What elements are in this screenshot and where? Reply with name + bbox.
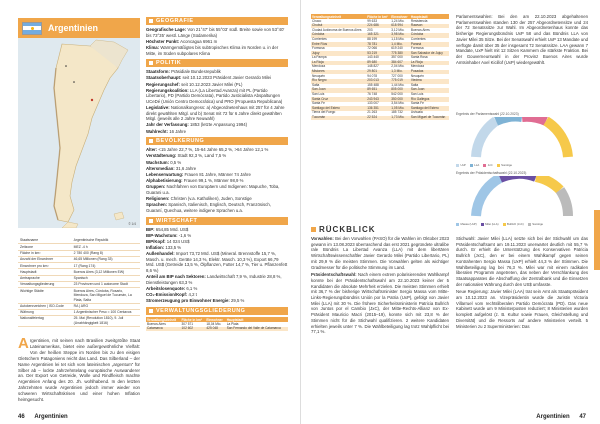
argentina-map-icon: [18, 38, 140, 228]
country-header: [18, 18, 140, 38]
admin-table: [311, 14, 449, 120]
table-cell: Salta: [312, 82, 320, 87]
section-verwaltung-head: VERWALTUNGSGLIEDERUNG: [146, 307, 288, 315]
section-line: Wachstum: 0,5 %: [146, 159, 182, 165]
table-row: [146, 327, 288, 332]
table-cell: Mendoza: [312, 64, 326, 69]
table-cell: Corrientes: [312, 36, 327, 41]
table-cell: 29 801: [366, 70, 390, 75]
table-cell: 350 000: [390, 97, 410, 102]
section-line: Religionen: Christen (v.a. Katholiken), Juden, Sonstige: [146, 196, 252, 202]
legend-swatch: [528, 223, 531, 226]
chart1-legend: [456, 164, 588, 168]
section-line: Klima: Warmgemäßigtes bis subtropisches Klima im Norden u. in der Mitte, im Süden subpolares Klima: [146, 44, 279, 56]
table-cell: Ciudad Autónoma de Buenos Aires: [312, 27, 362, 32]
table-cell: 88 199: [367, 36, 377, 41]
section-line: Staatsoberhaupt: seit 10.12.2023 Präsident Javier Gerardo Milei: [146, 75, 271, 81]
facts-column: [146, 14, 288, 331]
table-cell: Mendoza: [410, 64, 425, 69]
country-title: Argentinien: [48, 23, 99, 33]
section-line: Anteil am BIP nach Sektoren: Landwirtschaft 7,9 %, Industrie 28,8 %, Dienstleistungen 63,3 %: [146, 274, 282, 285]
section-line: Alter: <15 Jahre 22,7 %, 15-64 Jahre 65,2 %, >64 Jahre 12,1 %: [146, 147, 269, 153]
section-line: Verstädterung: Stadt 92,3 %, Land 7,5 %: [146, 153, 227, 159]
table-header-cell: Einwohner: [390, 14, 410, 19]
country-map: [18, 38, 140, 228]
table-cell: 384 607: [390, 61, 410, 66]
table-cell: 1,73 Mio.: [390, 116, 410, 121]
table-cell: 2,04 Mio.: [391, 64, 405, 69]
table-cell: 21 263: [367, 110, 377, 115]
table-cell: 78 781: [366, 42, 390, 47]
legend-item: Sonstige: [528, 223, 543, 227]
table-cell: 1,05 Mio.: [390, 106, 410, 111]
fact-key: Autokennzeichen | ISO-Code: [18, 303, 72, 309]
section-line: Staatsform: Präsidiale Bundesrepublik: [146, 69, 221, 75]
legend-item: Milei (LLA): [481, 223, 499, 227]
table-cell: 1,4 Mio.: [390, 42, 410, 47]
table-cell: Río Gallegos: [410, 97, 449, 102]
table-cell: Santiago del Estero: [311, 106, 366, 111]
table-cell: 185 732: [391, 110, 403, 115]
fact-key: Wichtige Städte: [18, 288, 72, 303]
table-cell: 53 219: [366, 51, 390, 56]
legend-swatch: [483, 164, 486, 167]
page-edge-marker: [594, 210, 600, 270]
table-cell: 89 680: [366, 61, 390, 66]
dropcap: A: [18, 338, 29, 352]
section-line: BIP: 654,85 Mrd. US$: [146, 226, 189, 232]
fact-value: MEZ -4 h: [72, 244, 140, 250]
section-line: Altersmedian: 31,6 Jahre: [146, 165, 197, 171]
admin-table-top: [146, 317, 288, 331]
charts: [456, 112, 588, 232]
table-cell: 143 440: [367, 55, 379, 60]
section-line: Stromerzeugung pro Einwohner Energie: 29,5 %: [146, 298, 245, 304]
table-header-cell: Verwaltungseinheit: [146, 317, 181, 322]
table-cell: 1,3 Mio.: [390, 70, 410, 75]
table-cell: Corrientes: [410, 36, 426, 41]
table-header-cell: Hauptstadt: [226, 317, 288, 322]
table-cell: Chubut: [311, 24, 366, 29]
argentina-flag-icon: [22, 22, 42, 35]
table-cell: La Rioja: [311, 61, 366, 66]
review-column: [311, 225, 449, 337]
table-header-cell: Fläche in km²: [366, 14, 390, 19]
parliament-text: Parlamentswahlen: Bei den am 22.10.2023 abgehaltenen Parlamentswahlen standen 130 der 257 Abgeordnetensitze und 24 der 72 Senatssitze zur Wahl. Im Abgeordnetenhaus konnte das bisherige Regierungsbündnis UxP 58 und das Bündnis LLA von Javier Milei 35 Sitze. Bei der Senatswahl erhielt UxP 13 Mandate und verfügte damit über 35 der insgesamt 72 Senatssitze. LAA gewann 7 Mandate, UxP hielt mit 12 Sitzen Kammern die stärkste Fraktion. Bei der Gouverneurswahl in der Provinz Buenos Aires wurde Amtsinhaber Axel Kicillof (UxP) wiedergewählt.: [456, 14, 588, 65]
table-cell: Misiones: [311, 70, 366, 75]
table-cell: 307 571: [181, 321, 194, 326]
review-paragraph: Vorwahlen: Bei den Vorwahlen (PASO) für die Wahlen im Oktober 2023 gewann im 13.08.2023 überraschend das erst 2021 gegründete ultralibe rale Bündnis La Libertad Avanza (LLA) mit dem libertären Wirtschaftswissenschaftler Javier Gerardo Milei (Partido Libertario, PL) mit 29,9 % die meisten Stimmen. Die Vorwahlen gelten als wichtiger Gradmesser für die politische Stimmung im Land.: [311, 236, 449, 270]
legend-swatch: [470, 164, 473, 167]
fact-value: Spanisch: [72, 275, 140, 281]
fact-key: Staatsname: [18, 238, 72, 244]
table-cell: 89 651: [366, 88, 390, 93]
fact-key: Nationalfeiertag: [18, 316, 72, 327]
fact-value: 25. Mai (Revolution 1810), 9. Juli (Unabhängigkeit 1816): [72, 316, 140, 327]
table-cell: 3,98 Mio.: [390, 33, 410, 38]
footer-title-left: Argentinien: [34, 414, 68, 420]
table-cell: Santa Cruz: [311, 97, 366, 102]
legend-item: Bullrich (JxC): [503, 223, 524, 227]
fact-row: [18, 316, 140, 327]
legend-swatch: [481, 223, 484, 226]
table-cell: Posadas: [410, 70, 449, 75]
fact-value: RA | ARG: [72, 303, 140, 309]
table-cell: San Luis: [410, 92, 424, 97]
table-header-cell: Verwaltungseinheit: [311, 14, 366, 19]
table-cell: Neuquén: [410, 73, 424, 78]
table-cell: 224 686: [366, 24, 390, 29]
section-line: Legislative: Nationalkongress: a) Abgeordnetenhaus mit 257 für 4 Jahre direkt gewählten Mitgl. und b) Senat mit 72 für 6 Jahre direkt gewählten Mitgl. (jeweils alle 2 Jahre Neuwahl): [146, 105, 285, 122]
table-cell: 1,15 Mio.: [391, 36, 405, 41]
table-cell: Jujuy: [311, 51, 366, 56]
table-cell: San Juan: [410, 88, 449, 93]
section-line: Jahr der Verfassung: 1853 (letzte Anpassung 1994): [146, 122, 248, 128]
table-cell: 243 943: [366, 97, 390, 102]
legend-swatch: [456, 223, 459, 226]
legend-swatch: [497, 164, 500, 167]
page-number-right: 47: [579, 414, 586, 420]
table-cell: Santa Fe: [312, 101, 325, 106]
table-cell: 425 048: [205, 327, 225, 332]
table-cell: 1,44 Mio.: [391, 82, 405, 87]
table-cell: Río Negro: [311, 79, 366, 84]
section-line: Lebenserwartung: Frauen 81 Jahre, Männer 74 Jahre: [146, 172, 251, 177]
table-header-cell: Hauptstadt: [410, 14, 449, 19]
table-cell: 542 000: [391, 92, 403, 97]
table-cell: 133 007: [367, 101, 379, 106]
table-cell: Córdoba: [410, 33, 449, 38]
table-cell: San Luis: [312, 92, 325, 97]
section-line: Gruppen: Nachfahren von Europäern und Indigenen: Mapuche, Toba, Guarani u.a.: [146, 184, 280, 195]
government-text: Neue Regierung: Javier Milei (LAA) trat sein Amt als Staatspräsident am 10.12.2023 an. Vizepräsidentin wurde die Juristin Victoria Villarruel vom rechtsliberalen Partido Demócrata (PD). Das neue Kabinett wurde um 9 Ministerposten reduziert; 8 Ministerien wurden komplett aufgelöst (z. B. Kultur sowie Frauen, Gleichstellung und Diversität) und die Ressorts auf andere Ministerien verteilt. 5 Ministerien zu 2 Superministerien: Das: [456, 289, 588, 329]
table-cell: 102 602: [181, 327, 206, 332]
table-cell: 618 994: [390, 24, 410, 29]
legend-item: LLA: [470, 164, 479, 168]
fact-key: Verwaltungsgliederung: [18, 281, 72, 287]
table-cell: Córdoba: [311, 33, 366, 38]
table-cell: San Salvador de Jujuy: [410, 51, 449, 56]
table-cell: 1,24 Mio.: [391, 18, 405, 23]
table-cell: Catamarca: [146, 327, 181, 332]
table-cell: 165 321: [366, 33, 390, 38]
footer-title-right: Argentinien: [536, 414, 570, 420]
table-cell: La Pampa: [312, 55, 327, 60]
facts-table: [18, 238, 140, 327]
section-line: Inflation: 133,5 %: [146, 245, 182, 251]
chart2-title: Ergebnis der Präsidentschaftswahl (22.10.2023): [456, 170, 527, 175]
parliament-chart: [456, 117, 588, 159]
fact-value: 2 780 400 (Rang 8): [72, 250, 140, 256]
section-line: CO₂-Emission/Kopf: 4,2 t: [146, 292, 197, 298]
table-cell: 155 488: [367, 82, 379, 87]
fact-key: Anzahl der Einwohner: [18, 256, 72, 262]
table-cell: 136 351: [366, 106, 390, 111]
legend-item: Sonstige: [497, 164, 512, 168]
fact-key: Zeitzone: [18, 244, 72, 250]
fact-key: Amtssprache: [18, 275, 72, 281]
section-line: Sprachen: Spanisch, Italienisch, Englisch, Deutsch, Französisch, Guaraní, Quechua, weitere indigene Sprachen u.a.: [146, 202, 271, 213]
column-three-b: [456, 236, 588, 329]
intro-text: Argentinien, mit seinen nach Brasilien zweitgrößte Staat Lateinamerikas, bietet eine außergewöhnliche Vielfalt: Von der heißen Steppe im Norden bis zu den eisigen Gletschern Patagoniens reicht das Land. Das Silberland – der Name Argentinien lei tet sich vom lateinischen „argentum“ für Silber ab – lockte Jahrzehntelang europäische Auswanderer an. Der Export von Getreide, Wolle und Rindfleisch machte Argentinien Anfang des 20. Jh. wohlhabend. In den letzten Jahrzehnten wurde Argentinien jedoch immer wieder von schweren Wirtschaftskrisen und einer hohen Inflation heimgesucht.: [18, 338, 140, 403]
table-cell: 18,04 Mio.: [206, 321, 222, 326]
table-cell: Buenos Aires: [147, 321, 166, 326]
table-row: [311, 116, 449, 121]
table-cell: La Rioja: [410, 61, 449, 66]
table-cell: San Juan: [311, 88, 366, 93]
table-cell: Santa Rosa: [410, 55, 428, 60]
table-cell: Viedma: [410, 79, 449, 84]
section-line: Alphabetisierung: Frauen 99,1 %, Männer 98,9 %: [146, 178, 244, 184]
section-politik: [146, 69, 288, 134]
table-cell: Formosa: [312, 46, 325, 51]
section-line: Höchster Punkt: Aconcagua 6961 m: [146, 38, 218, 44]
section-line: BIP-Wachstum: -1,6 %: [146, 232, 192, 238]
fact-key: Hauptstadt: [18, 269, 72, 275]
review-text: [311, 236, 449, 335]
table-cell: 357 000: [391, 55, 403, 60]
footer-left: [18, 414, 68, 420]
table-cell: Chaco: [312, 18, 322, 23]
table-cell: Resistencia: [410, 18, 428, 23]
legend-item: Massa (UxP): [456, 223, 477, 227]
table-cell: Santiago del Estero: [410, 106, 449, 111]
table-cell: Paraná: [410, 42, 449, 47]
table-cell: Ushuaia: [410, 110, 423, 115]
table-cell: Tierra del Fuego: [312, 110, 336, 115]
fact-value: 23 Provinzen und 1 autonome Stadt: [72, 281, 140, 287]
table-cell: Salta: [410, 82, 419, 87]
section-line: Außenhandel: Import 73,72 Mrd. US$ (Mineral. Brennstoffe 15,7 %, Masch. u. mech. Geräte 14,3 %, Elektr. Masch. 10,3 %), Export 66,79 Mrd. US$ (Getreide 13,5 %, Ölpflanzen, Futter 14,7 %, Tier u. Pflanzenfett 8,6 %): [146, 251, 288, 274]
table-cell: 94 078: [367, 73, 377, 78]
table-cell: 99 633: [367, 18, 377, 23]
table-header-cell: Fläche in km²: [181, 317, 206, 322]
fact-value: Buenos Aires (3,12 Millionen EW): [72, 269, 140, 275]
fact-row: [18, 288, 140, 303]
review-paragraph: Präsidentschaftswahl: Nach einem extrem polarisierenden Wahlkampf konnte bei der Präsidentschaftswahl am 22.10.2023 keiner der 5 Kandidaten die absolute Mehrheit erzielen. Die meisten Stimmen erhielt mit 36,7 % der bisherige Wirtschaftsminister Sergio Massa vom Mitte-Links-Regierungsbündnis Unión por la Patria (UxP), gefolgt von Javier Milei (LLA) mit 30 %. Die frühere Sicherheitsministerin Patricia Bullrich von Juntos por el Cambio (JxC), der Mitte-Rechts-Allianz von Ex-Präsident Mauricio Macri (2015–19), konnte sich mit 23,8 % der Stimmen nicht für die Stichwahl qualifizieren. 2 weitere Kandidaten erhielten jeweils unter 7 %. Die Wahlbeteiligung lag trotz Wahlpflicht bei 77,1 %.: [311, 272, 449, 335]
table-cell: Entre Ríos: [311, 42, 366, 47]
table-cell: 76 748: [367, 92, 377, 97]
footer-right: [536, 414, 586, 420]
table-cell: Buenos Aires: [410, 27, 430, 32]
table-header-cell: Einwohner: [205, 317, 225, 322]
table-cell: 805 000: [390, 88, 410, 93]
section-bevoelkerung-head: BEVÖLKERUNG: [146, 137, 288, 145]
fact-row: [18, 269, 140, 275]
table-cell: 148 827: [367, 64, 379, 69]
section-line: Geografische Lage: Von 21°47' bis 55°03' südl. Breite sowie von 53°40' bis 73°35' westl. Länge (Südamerika): [146, 27, 285, 38]
table-cell: 775 380: [390, 51, 410, 56]
table-cell: 203: [367, 27, 373, 32]
legend-item: UxP: [456, 164, 466, 168]
column-three-a: [456, 14, 588, 65]
section-wirtschaft-head: WIRTSCHAFT: [146, 217, 288, 225]
admin-table-wrap: [311, 14, 449, 120]
section-line: Wahlrecht: 16 Jahre: [146, 128, 186, 134]
table-cell: La Plata: [226, 321, 239, 326]
legend-item: JxC: [483, 164, 492, 168]
table-cell: San Miguel de Tucumán: [410, 116, 449, 121]
section-line: Arbeitslosenquote: 6,1 %: [146, 286, 198, 292]
fact-value: 1 Argentinischer Peso = 100 Centavos: [72, 309, 140, 315]
fact-value: Argentinische Republik: [72, 238, 140, 244]
table-cell: Formosa: [410, 46, 424, 51]
table-cell: Santa Fe: [410, 101, 424, 106]
table-cell: Tucumán: [311, 116, 366, 121]
facts-table-wrap: [18, 238, 140, 327]
section-line: Regierungschef: seit 10.12.2023 Javier Milei (PL): [146, 81, 243, 87]
table-cell: Rawson: [410, 24, 449, 29]
table-cell: 72 066: [367, 46, 377, 51]
fact-key: Fläche in km²: [18, 250, 72, 256]
fact-key: Einwohner pro km²: [18, 263, 72, 269]
chart1-title: Ergebnis der Parlamentswahl (22.10.2023): [456, 112, 519, 116]
table-cell: San Fernando del Valle de Catamarca: [226, 327, 288, 332]
chart2-legend: [456, 223, 588, 227]
right-page: [300, 0, 600, 424]
section-geografie-head: GEOGRAFIE: [146, 17, 288, 25]
section-line: Regierungskoalition: LLA (La Libertad Avanza) mit PL (Partido Libertario), PD (Partido Demócrata), Partido Justicialista Abspaltungen UCeDé (Unión Centro Democrática) und PRO (Propuesta Republicana): [146, 87, 283, 104]
table-cell: 203 013: [366, 79, 390, 84]
fact-key: Währung: [18, 309, 72, 315]
section-geografie: [146, 27, 288, 56]
fact-row: [18, 281, 140, 287]
table-cell: 619 240: [391, 46, 403, 51]
runoff-text: Stichwahl: Javier Milei (LLA) setzte sich bei der Stichwahl um das Präsidentschaftsamt am 19.11.2023 unerwartet deutlich mit 55,7 % durch. Er erhielt die Unterstützung des Konservativen Patricia Bullrich (JxC), den er bei einem Wahlkampf gegen seinen Kontrahenten Sergio Massa (UxP) erhielt 44,3 % der Stimmen. Die Wahlbeteiligung lag bei 76,3 %. Milei war mit einem radikalen liberalen Programm angetreten, das neben der Verschlankung des Staatsapparates die Abschaffung der Zentralbank und die Einsetzen der nationalen Währung durch den US$ umfasste.: [456, 236, 588, 287]
legend-swatch: [503, 223, 506, 226]
page-number-left: 46: [18, 414, 25, 420]
section-line: BIP/Kopf: 14 024 US$: [146, 238, 190, 244]
section-bevoelkerung: [146, 147, 288, 213]
legend-swatch: [456, 164, 459, 167]
table-cell: 3,54 Mio.: [391, 101, 405, 106]
fact-value: 17 (Rang 174): [72, 263, 140, 269]
table-cell: Neuquén: [312, 73, 325, 78]
review-heading: RÜCKBLICK: [311, 225, 449, 234]
presidential-chart: [456, 176, 588, 218]
fact-value: 46,65 Millionen (Rang 33): [72, 256, 140, 262]
table-cell: 22 524: [366, 116, 390, 121]
table-cell: 775 019: [390, 79, 410, 84]
section-politik-head: POLITIK: [146, 59, 288, 67]
fact-value: Buenos Aires, Córdoba, Rosario, Mendoza, San Miguel de Tucumán, La Plata, Salta: [72, 288, 140, 303]
table-cell: 3,12 Mio.: [391, 27, 405, 32]
section-wirtschaft: [146, 227, 288, 304]
map-scale: © 1/4: [128, 222, 136, 226]
table-cell: 727 000: [391, 73, 403, 78]
